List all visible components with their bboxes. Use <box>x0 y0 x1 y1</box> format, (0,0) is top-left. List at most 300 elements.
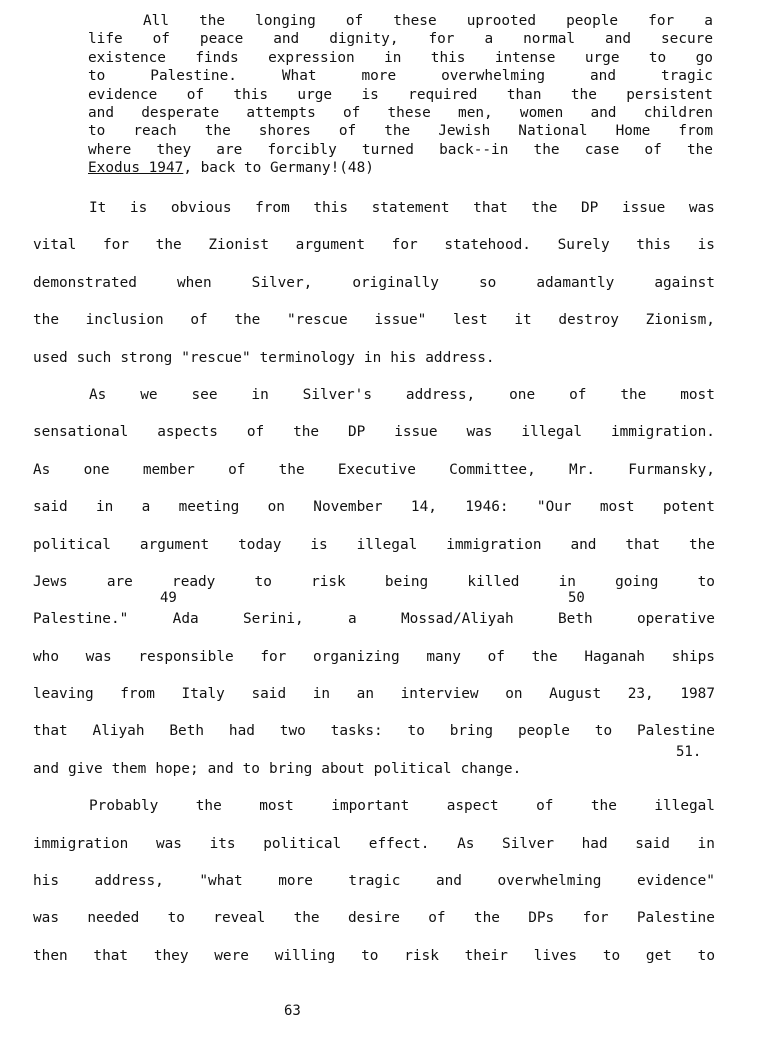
word: of <box>186 86 205 103</box>
word: such <box>76 349 112 366</box>
word: said <box>251 686 287 703</box>
word: Ada <box>172 611 199 628</box>
word: the <box>293 910 320 927</box>
word: where <box>88 141 132 158</box>
word: 1987 <box>680 686 715 703</box>
word: said <box>635 835 670 852</box>
word: killed <box>467 573 520 590</box>
word: are <box>216 141 243 158</box>
word: August <box>549 686 602 703</box>
word: overwhelming <box>441 68 546 85</box>
word: it <box>514 312 532 329</box>
word: the <box>570 86 597 103</box>
text-line <box>33 385 715 422</box>
text-line <box>33 460 715 497</box>
word: the <box>33 312 59 329</box>
word: "Our <box>536 499 572 516</box>
page-number: 63 <box>284 1003 301 1019</box>
word: this <box>233 86 269 103</box>
text-line <box>33 535 715 572</box>
word: is <box>129 200 148 216</box>
text-line <box>33 647 715 684</box>
word: urge <box>584 49 620 66</box>
text-line <box>33 497 715 534</box>
word: risk <box>404 947 439 964</box>
word: case <box>584 141 620 158</box>
word: Silver <box>502 835 555 852</box>
word: DP <box>347 424 366 441</box>
footnote-49: 49 <box>160 590 177 606</box>
word: Probably <box>89 798 159 815</box>
word: Mr. <box>569 461 596 478</box>
word: issue <box>394 424 438 441</box>
text-line <box>33 721 715 758</box>
word: tasks: <box>330 723 383 740</box>
word: address, <box>94 873 164 890</box>
word: obvious <box>170 200 232 216</box>
word: on <box>267 499 285 516</box>
word: forcibly <box>267 141 337 158</box>
word: is <box>697 237 715 254</box>
word: for <box>648 13 675 29</box>
word: in <box>363 349 382 366</box>
text-line <box>33 684 715 721</box>
word: inclusion <box>85 312 164 329</box>
word: persistent <box>626 86 713 103</box>
word: argument <box>139 536 210 553</box>
word: these <box>393 13 437 29</box>
word: important <box>331 798 410 815</box>
word: children <box>643 104 713 121</box>
word: the <box>620 386 647 403</box>
word: today <box>238 536 282 553</box>
quote-line <box>88 30 713 48</box>
word: Surely <box>557 237 610 254</box>
word: an <box>356 686 374 703</box>
word: the <box>234 312 261 329</box>
word: desire <box>347 910 400 927</box>
word: they <box>156 141 192 158</box>
word: aspect <box>446 798 499 815</box>
text-line <box>33 759 715 796</box>
word: finds <box>195 49 239 66</box>
word: destroy <box>558 312 619 329</box>
word: that <box>625 536 661 553</box>
word: men, <box>458 104 493 121</box>
word: to <box>648 49 667 66</box>
word: on <box>505 686 523 703</box>
word: is <box>361 86 379 103</box>
word: his <box>390 349 417 366</box>
word: attempts <box>246 104 316 121</box>
word: are <box>106 573 133 590</box>
word: the <box>590 798 617 815</box>
word: address. <box>425 349 495 366</box>
word: and <box>88 104 114 121</box>
word: against <box>654 274 715 291</box>
word: of <box>338 123 357 140</box>
word: of <box>228 461 246 478</box>
word: the <box>686 141 713 158</box>
word: going <box>615 573 659 590</box>
word: his <box>33 873 59 890</box>
word: and <box>590 104 617 121</box>
word: most <box>259 798 294 815</box>
word: get <box>645 947 672 964</box>
word: of <box>487 648 505 665</box>
word: said <box>33 499 68 516</box>
word: and <box>207 760 234 777</box>
word: Italy <box>181 686 225 703</box>
word: As <box>89 386 107 403</box>
word: see <box>191 386 218 403</box>
word: As <box>33 461 51 478</box>
word: lives <box>533 947 578 964</box>
word: strong <box>120 349 173 366</box>
word: urge <box>297 86 333 103</box>
word: was <box>155 835 182 852</box>
word: to <box>88 68 106 85</box>
word: the <box>293 424 320 441</box>
word: address, <box>405 386 476 403</box>
word: to <box>361 947 379 964</box>
word: than <box>506 86 542 103</box>
word: for <box>582 910 609 927</box>
word: to <box>88 123 106 140</box>
word: Palestine <box>636 910 715 927</box>
word: the <box>278 461 305 478</box>
word: more <box>278 873 313 890</box>
word: needed <box>87 910 140 927</box>
word: this <box>430 49 466 66</box>
word: had <box>581 835 608 852</box>
word: the <box>531 200 558 216</box>
word: the <box>204 123 231 140</box>
word: Furmansky, <box>628 461 715 478</box>
word: peace <box>199 31 244 48</box>
word: meeting <box>178 499 240 516</box>
word: two <box>279 723 306 740</box>
word: had <box>228 723 255 740</box>
word: in <box>251 386 269 403</box>
word: dignity, <box>329 31 399 48</box>
word: Palestine." <box>33 611 129 628</box>
word: from <box>678 123 713 140</box>
text-line <box>33 422 715 459</box>
word: in <box>384 49 402 66</box>
word: hope; <box>155 760 199 777</box>
word: them <box>111 760 147 777</box>
word: desperate <box>141 104 220 121</box>
word: to <box>697 573 715 590</box>
word: of <box>428 910 446 927</box>
text-line <box>33 348 715 385</box>
word: and <box>605 31 632 48</box>
word: and <box>435 873 462 890</box>
quote-line <box>88 12 713 30</box>
word: was <box>466 424 493 441</box>
word: illegal <box>356 536 418 553</box>
word: then <box>33 947 68 964</box>
word: immigration <box>446 536 542 553</box>
word: overwhelming <box>497 873 602 890</box>
word: was <box>688 200 715 216</box>
word: National <box>518 123 588 140</box>
word: originally <box>352 274 439 291</box>
word: tragic <box>660 68 713 85</box>
word: ships <box>671 648 715 665</box>
word: the <box>533 141 560 158</box>
word: people <box>566 13 619 29</box>
word: when <box>176 274 212 291</box>
body-text <box>33 198 715 983</box>
word: used <box>33 349 68 366</box>
text-line <box>33 871 715 908</box>
word: of <box>644 141 662 158</box>
word: of <box>569 386 587 403</box>
word: Serini, <box>243 611 304 628</box>
word: member <box>142 461 195 478</box>
word: the <box>473 910 500 927</box>
word: political <box>373 760 452 777</box>
word: All <box>143 13 169 29</box>
word: so <box>478 274 497 291</box>
quote-line <box>88 159 713 177</box>
word: to <box>602 947 621 964</box>
word: Zionism, <box>645 312 715 329</box>
word: Zionist <box>208 237 269 254</box>
word: to <box>594 723 613 740</box>
word: effect. <box>368 835 430 852</box>
word: "what <box>199 873 243 890</box>
word: demonstrated <box>33 274 137 291</box>
text-line <box>33 609 715 646</box>
word: Jews <box>33 573 68 590</box>
footnote-51: 51. <box>676 744 702 760</box>
word: interview <box>400 686 479 703</box>
text-line <box>33 235 715 272</box>
word: this <box>313 200 348 216</box>
word: illegal <box>654 798 715 815</box>
text-line <box>33 572 715 609</box>
word: from <box>255 200 290 216</box>
word: is <box>310 536 328 553</box>
word: sensational <box>33 424 129 441</box>
word: terminology <box>259 349 355 366</box>
word: statehood. <box>444 237 531 254</box>
word: back--in <box>439 141 509 158</box>
quote-line <box>88 86 713 104</box>
word: reveal <box>213 910 266 927</box>
word: Jewish <box>438 123 491 140</box>
word: expression <box>268 49 355 66</box>
word: Silver's <box>302 386 372 403</box>
word: and <box>590 68 617 85</box>
word: of <box>345 13 364 29</box>
word: about <box>321 760 365 777</box>
word: we <box>140 386 158 403</box>
word: Palestine <box>637 723 715 740</box>
word: a <box>484 31 494 48</box>
word: immigration. <box>610 424 715 441</box>
word: from <box>120 686 155 703</box>
word: November <box>313 499 383 516</box>
word: bring <box>449 723 494 740</box>
word: for <box>428 31 455 48</box>
word: turned <box>361 141 414 158</box>
word: ready <box>172 573 216 590</box>
word: evidence" <box>636 873 715 890</box>
word: "rescue <box>287 312 348 329</box>
word: It <box>89 200 107 216</box>
word: the <box>199 13 226 29</box>
word: a <box>704 13 713 29</box>
word: for <box>391 237 418 254</box>
word: was <box>85 648 112 665</box>
block-quote <box>88 12 713 178</box>
word: existence <box>88 49 166 66</box>
quote-line <box>88 104 713 122</box>
word: Palestine. <box>150 68 237 85</box>
word: leaving <box>33 686 94 703</box>
word: argument <box>295 237 365 254</box>
word: change. <box>460 760 522 777</box>
word: this <box>636 237 671 254</box>
word: to <box>254 573 272 590</box>
ship-title: Exodus 1947 <box>88 160 184 177</box>
word: Mossad/Aliyah <box>401 611 514 628</box>
word: and <box>33 760 59 777</box>
word: and <box>570 536 597 553</box>
word: bring <box>268 760 313 777</box>
word: the <box>688 536 715 553</box>
word: uprooted <box>466 13 537 29</box>
word: of <box>190 312 208 329</box>
word: these <box>387 104 431 121</box>
word: for <box>260 648 287 665</box>
word: adamantly <box>536 274 615 291</box>
word: in <box>312 686 331 703</box>
quote-line <box>88 122 713 140</box>
quote-line <box>88 141 713 159</box>
quote-end: , back to Germany!(48) <box>183 160 374 177</box>
word: was <box>33 910 59 927</box>
word: DP <box>581 200 599 216</box>
word: to <box>407 723 425 740</box>
word: to <box>167 910 185 927</box>
word: were <box>214 947 249 964</box>
word: life <box>88 31 123 48</box>
word: its <box>209 835 236 852</box>
word: As <box>457 835 475 852</box>
word: intense <box>494 49 556 66</box>
quote-line <box>88 67 713 85</box>
word: people <box>517 723 570 740</box>
word: the <box>195 798 222 815</box>
word: organizing <box>313 648 400 665</box>
word: their <box>464 947 508 964</box>
word: to <box>697 947 715 964</box>
word: political <box>33 536 111 553</box>
word: aspects <box>157 424 218 441</box>
text-line <box>33 946 715 983</box>
word: in <box>558 573 576 590</box>
word: of <box>536 798 554 815</box>
word: risk <box>311 573 346 590</box>
word: Haganah <box>584 648 645 665</box>
word: of <box>246 424 265 441</box>
word: reach <box>133 123 177 140</box>
word: issue" <box>374 312 427 329</box>
quote-line <box>88 49 713 67</box>
word: in <box>95 499 114 516</box>
word: Committee, <box>449 461 536 478</box>
word: Aliyah <box>92 723 145 740</box>
word: political <box>263 835 342 852</box>
word: Beth <box>169 723 205 740</box>
word: illegal <box>521 424 583 441</box>
word: responsible <box>138 648 234 665</box>
word: operative <box>637 611 715 628</box>
word: Silver, <box>251 274 313 291</box>
word: potent <box>662 499 715 516</box>
word: the <box>531 648 558 665</box>
word: in <box>697 835 715 852</box>
word: Home <box>615 123 651 140</box>
word: secure <box>661 31 713 48</box>
word: that <box>93 947 129 964</box>
text-line <box>33 273 715 310</box>
word: most <box>680 386 715 403</box>
word: for <box>103 237 129 254</box>
word: statement <box>371 200 450 216</box>
word: go <box>695 49 713 66</box>
word: most <box>599 499 635 516</box>
word: vital <box>33 237 77 254</box>
word: 23, <box>627 686 654 703</box>
word: Beth <box>558 611 593 628</box>
word: they <box>153 947 189 964</box>
footnote-50: 50 <box>568 590 585 606</box>
word: of <box>152 31 170 48</box>
word: give <box>68 760 103 777</box>
word: willing <box>274 947 336 964</box>
text-line <box>33 796 715 833</box>
word: immigration <box>33 835 129 852</box>
word: that <box>473 200 508 216</box>
word: normal <box>523 31 576 48</box>
word: one <box>83 461 110 478</box>
word: the <box>384 123 411 140</box>
word: lest <box>452 312 488 329</box>
word: 14, <box>410 499 437 516</box>
word: many <box>426 648 461 665</box>
word: being <box>384 573 429 590</box>
word: one <box>509 386 536 403</box>
word: required <box>408 86 478 103</box>
word: a <box>141 499 151 516</box>
word: to <box>242 760 260 777</box>
word: more <box>361 68 397 85</box>
word: longing <box>255 13 316 29</box>
word: and <box>273 31 300 48</box>
text-line <box>33 310 715 347</box>
word: the <box>155 237 182 254</box>
word: issue <box>621 200 666 216</box>
word: of <box>342 104 361 121</box>
text-line <box>33 834 715 871</box>
word: DPs <box>528 910 555 927</box>
